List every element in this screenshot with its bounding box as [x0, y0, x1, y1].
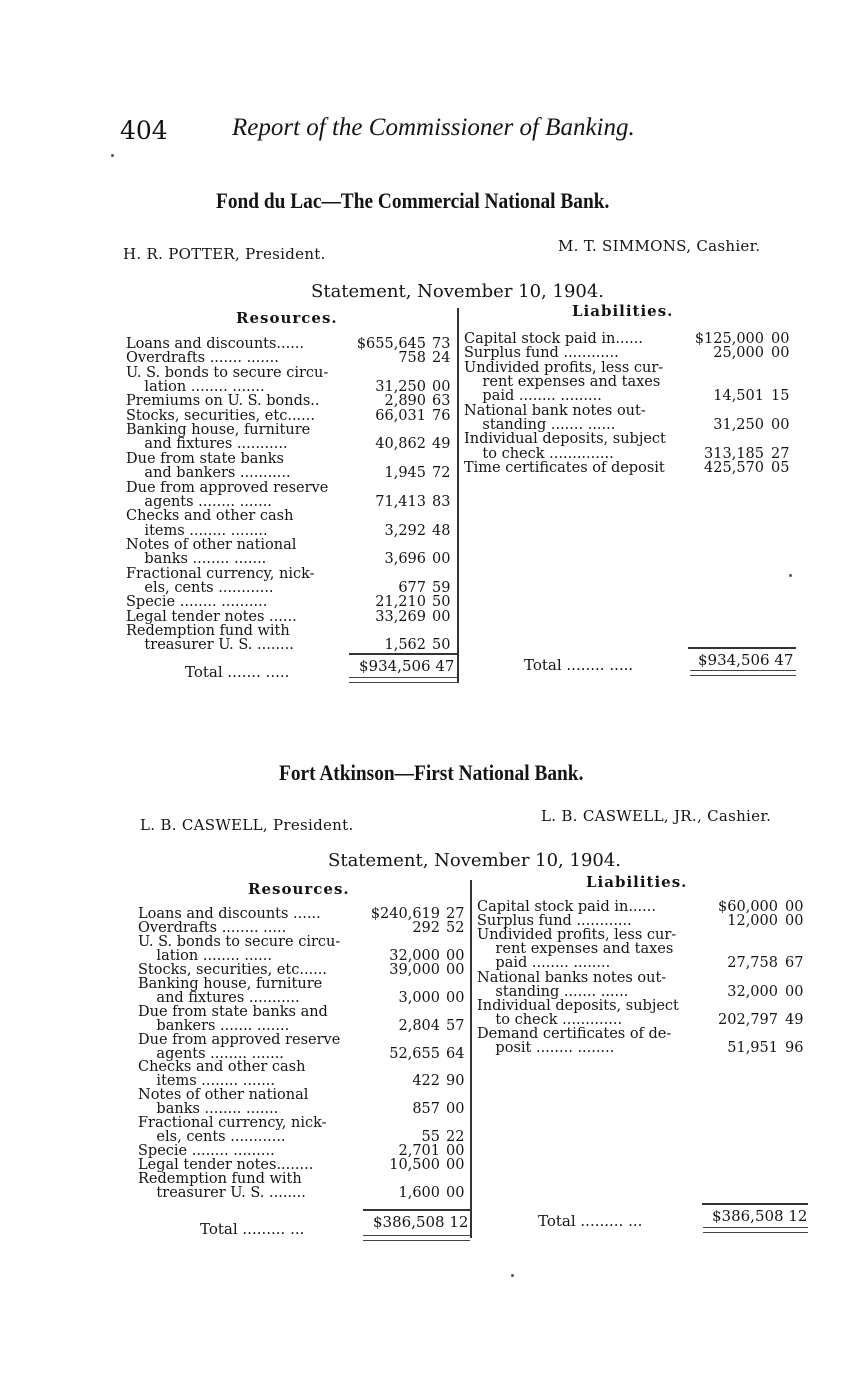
row-label: Loans and discounts ...... [138, 906, 321, 922]
row-label: Banking house, furniture [126, 422, 311, 439]
row-label: lation ........ ....... [126, 379, 265, 396]
row-cents: 90 [446, 1073, 465, 1090]
row-cents: 00 [432, 551, 451, 568]
row-label: Checks and other cash [138, 1059, 306, 1076]
row-label: Checks and other cash [126, 508, 294, 525]
row-label: National bank notes out- [464, 402, 646, 419]
row-cents: 05 [771, 460, 790, 477]
row-dollars: 39,000 [389, 961, 440, 978]
row-cents: 83 [432, 493, 451, 510]
row-dollars: 10,500 [389, 1157, 440, 1174]
row-dollars: 55 [421, 1129, 440, 1146]
row-cents: 00 [785, 983, 804, 1000]
row-label: Demand certificates of de- [477, 1025, 672, 1042]
row-dollars: 3,000 [398, 989, 440, 1006]
row-label: and fixtures ........... [138, 989, 300, 1006]
row-dollars: 758 [398, 350, 426, 367]
row-cents: 48 [432, 522, 451, 539]
row-label: U. S. bonds to secure circu- [138, 933, 341, 950]
row-label: els, cents ............ [126, 579, 274, 596]
bank-cashier: M. T. SIMMONS, Cashier. [558, 237, 761, 255]
total-resources: $934,506 47 [359, 657, 455, 675]
row-dollars: 21,210 [375, 594, 426, 611]
row-cents: 00 [446, 1185, 465, 1201]
row-cents: 00 [446, 1143, 465, 1160]
row-dollars: 71,413 [375, 493, 426, 510]
row-label: Due from approved reserve [126, 479, 329, 496]
row-dollars: 677 [398, 579, 426, 596]
row-cents: 50 [432, 637, 451, 654]
print-speck [111, 154, 114, 157]
row-label: agents ........ ....... [126, 493, 272, 510]
row-label: items ........ ........ [126, 522, 268, 539]
row-dollars: 425,570 [704, 460, 764, 477]
row-label: Specie ........ ......... [138, 1143, 275, 1160]
row-label: National banks notes out- [477, 969, 667, 986]
row-cents: 00 [785, 899, 804, 915]
row-dollars: 25,000 [713, 345, 764, 362]
row-dollars: 12,000 [727, 913, 778, 930]
bank-title: Fond du Lac—The Commercial National Bank. [216, 188, 610, 213]
total-liabilities: $386,508 12 [712, 1207, 808, 1225]
row-dollars: 857 [412, 1101, 440, 1118]
total-rule [349, 653, 457, 655]
table-row [126, 552, 526, 567]
liabilities-heading: Liabilities. [586, 873, 688, 891]
row-label: treasurer U. S. ........ [138, 1185, 306, 1201]
row-cents: 00 [432, 379, 451, 396]
total-liabilities: $934,506 47 [698, 651, 794, 669]
row-cents: 00 [771, 331, 790, 347]
bank-president: H. R. POTTER, President. [123, 245, 326, 263]
row-cents: 96 [785, 1040, 804, 1056]
row-cents: 00 [785, 913, 804, 930]
row-cents: 00 [446, 1101, 465, 1118]
row-label: Overdrafts ........ ..... [138, 919, 287, 936]
table-row [464, 461, 857, 476]
row-label: Banking house, furniture [138, 975, 323, 992]
row-dollars: 27,758 [727, 955, 778, 972]
row-cents: 00 [771, 417, 790, 434]
row-label: Fractional currency, nick- [138, 1115, 327, 1132]
row-label: and bankers ........... [126, 465, 291, 482]
row-cents: 00 [432, 608, 451, 625]
total-rule [363, 1209, 470, 1211]
table-row [477, 1041, 857, 1056]
total-rule [688, 647, 796, 649]
row-label: posit ........ ........ [477, 1040, 615, 1056]
row-dollars: 33,269 [375, 608, 426, 625]
row-cents: 27 [771, 445, 790, 462]
row-dollars: 32,000 [727, 983, 778, 1000]
total-rule [702, 1203, 808, 1205]
liabilities-heading: Liabilities. [572, 302, 674, 320]
row-label: els, cents ............ [138, 1129, 286, 1146]
total-label: Total ......... ... [200, 1220, 305, 1238]
row-label: Fractional currency, nick- [126, 565, 315, 582]
running-title: Report of the Commissioner of Banking. [232, 114, 635, 141]
row-label: Stocks, securities, etc...... [138, 961, 327, 978]
row-dollars: 2,890 [384, 393, 426, 410]
row-dollars: $240,619 [370, 906, 440, 922]
row-label: lation ........ ...... [138, 947, 272, 964]
row-cents: 57 [446, 1017, 465, 1034]
row-label: Due from state banks and [138, 1003, 328, 1020]
page-number: 404 [120, 116, 168, 145]
row-cents: 63 [432, 393, 451, 410]
row-dollars: 313,185 [704, 445, 764, 462]
row-dollars: 32,000 [389, 947, 440, 964]
row-cents: 49 [432, 436, 451, 453]
resources-heading: Resources. [236, 309, 338, 327]
row-label: Surplus fund ............ [464, 345, 619, 362]
table-row [126, 509, 526, 524]
row-cents: 27 [446, 906, 465, 922]
row-cents: 50 [432, 594, 451, 611]
print-speck [511, 1274, 514, 1277]
total-double-rule [703, 1227, 808, 1233]
total-double-rule [690, 670, 796, 676]
row-label: Undivided profits, less cur- [477, 927, 677, 944]
row-cents: 76 [432, 407, 451, 424]
row-cents: 00 [446, 989, 465, 1006]
row-dollars: 14,501 [713, 388, 764, 405]
row-dollars: 2,701 [398, 1143, 440, 1160]
row-label: standing ....... ...... [477, 983, 629, 1000]
row-label: paid ........ ......... [464, 388, 602, 405]
row-cents: 00 [446, 961, 465, 978]
row-label: banks ........ ....... [138, 1101, 279, 1118]
total-resources: $386,508 12 [373, 1213, 469, 1231]
statement-date: Statement, November 10, 1904. [328, 850, 622, 871]
row-label: Premiums on U. S. bonds.. [126, 393, 320, 410]
row-label: Redemption fund with [126, 623, 290, 639]
row-label: Due from approved reserve [138, 1031, 341, 1048]
row-dollars: 52,655 [389, 1045, 440, 1062]
row-cents: 64 [446, 1045, 465, 1062]
row-label: rent expenses and taxes [464, 374, 661, 391]
row-dollars: $60,000 [718, 899, 778, 915]
total-label: Total ........ ..... [524, 656, 634, 674]
row-label: Overdrafts ....... ....... [126, 350, 279, 367]
row-cents: 72 [432, 465, 451, 482]
row-label: Surplus fund ............ [477, 913, 632, 930]
row-label: items ........ ....... [138, 1073, 276, 1090]
row-dollars: 51,951 [727, 1040, 778, 1056]
row-dollars: 2,804 [398, 1017, 440, 1034]
row-label: Notes of other national [138, 1087, 309, 1104]
row-cents: 52 [446, 919, 465, 936]
row-dollars: 3,696 [384, 551, 426, 568]
print-speck [789, 574, 792, 577]
total-double-rule [363, 1235, 470, 1241]
row-label: Stocks, securities, etc...... [126, 407, 315, 424]
statement-date: Statement, November 10, 1904. [311, 281, 605, 302]
row-label: bankers ....... ....... [138, 1017, 290, 1034]
row-label: agents ........ ....... [138, 1045, 284, 1062]
row-cents: 24 [432, 350, 451, 367]
row-label: Legal tender notes ...... [126, 608, 297, 625]
table-row [138, 1186, 538, 1201]
row-label: Due from state banks [126, 450, 284, 467]
row-dollars: $655,645 [356, 336, 426, 352]
row-dollars: 202,797 [718, 1011, 778, 1028]
row-label: Legal tender notes........ [138, 1157, 314, 1174]
row-label: and fixtures ........... [126, 436, 288, 453]
row-dollars: 40,862 [375, 436, 426, 453]
row-label: paid ........ ........ [477, 955, 611, 972]
row-cents: 00 [446, 1157, 465, 1174]
row-label: Undivided profits, less cur- [464, 359, 664, 376]
row-dollars: 1,562 [384, 637, 426, 654]
total-label: Total ......... ... [538, 1212, 643, 1230]
row-cents: 15 [771, 388, 790, 405]
row-label: Capital stock paid in...... [464, 331, 643, 347]
row-label: Notes of other national [126, 536, 297, 553]
row-dollars: 31,250 [713, 417, 764, 434]
bank-cashier: L. B. CASWELL, JR., Cashier. [541, 807, 772, 825]
row-dollars: 66,031 [375, 407, 426, 424]
row-dollars: 292 [412, 919, 440, 936]
row-label: standing ....... ...... [464, 417, 616, 434]
row-cents: 22 [446, 1129, 465, 1146]
table-row [126, 638, 526, 653]
row-cents: 00 [771, 345, 790, 362]
total-double-rule [349, 677, 457, 683]
row-dollars: $125,000 [694, 331, 764, 347]
row-label: Individual deposits, subject [464, 431, 666, 448]
row-label: Redemption fund with [138, 1171, 302, 1188]
row-cents: 49 [785, 1011, 804, 1028]
total-label: Total ....... ..... [185, 663, 290, 681]
row-label: to check .............. [464, 445, 614, 462]
row-label: banks ........ ....... [126, 551, 267, 568]
row-label: Time certificates of deposit [464, 460, 665, 477]
row-label: treasurer U. S. ........ [126, 637, 294, 654]
row-label: to check ............. [477, 1011, 623, 1028]
row-cents: 00 [446, 947, 465, 964]
row-dollars: 1,600 [398, 1185, 440, 1201]
row-label: Capital stock paid in...... [477, 899, 656, 915]
row-label: Specie ........ .......... [126, 594, 268, 611]
row-cents: 73 [432, 336, 451, 352]
row-label: Individual deposits, subject [477, 997, 679, 1014]
row-dollars: 1,945 [384, 465, 426, 482]
row-label: Loans and discounts...... [126, 336, 305, 352]
bank-president: L. B. CASWELL, President. [140, 816, 354, 834]
resources-heading: Resources. [248, 880, 350, 898]
bank-title: Fort Atkinson—First National Bank. [279, 760, 584, 785]
row-cents: 59 [432, 579, 451, 596]
row-dollars: 31,250 [375, 379, 426, 396]
row-dollars: 3,292 [384, 522, 426, 539]
row-label: U. S. bonds to secure circu- [126, 364, 329, 381]
row-dollars: 422 [412, 1073, 440, 1090]
row-cents: 67 [785, 955, 804, 972]
row-label: rent expenses and taxes [477, 941, 674, 958]
